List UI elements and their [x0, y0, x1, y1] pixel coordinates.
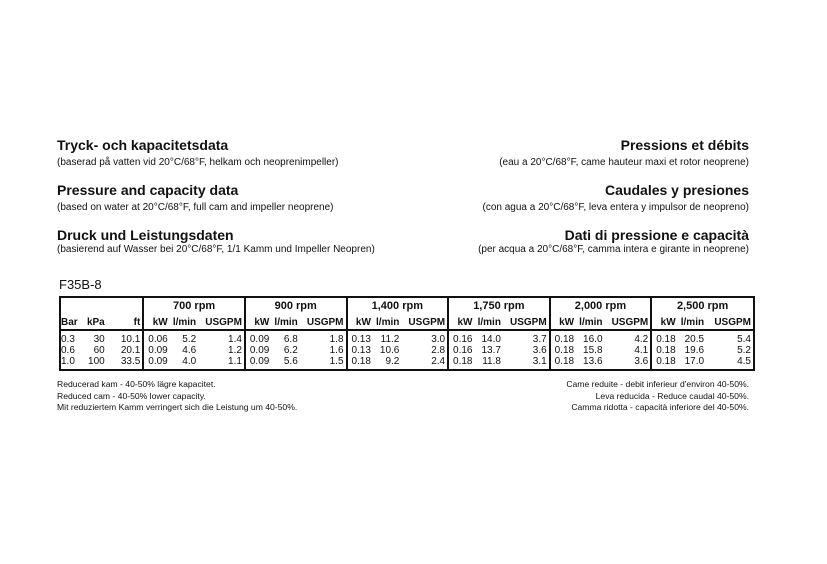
value-cell: 1.1 [228, 356, 242, 367]
value-cell: 5.2 [182, 334, 197, 345]
value-cell: 0.18 [651, 356, 677, 370]
unit-header: USGPM [706, 316, 753, 330]
heading-french: Pressions et débits [620, 137, 749, 153]
value-cell: 0.16 [448, 345, 474, 356]
unit-header: USGPM [503, 316, 550, 330]
value-cell: 4.2 [634, 334, 649, 345]
value-cell: 3.6 [532, 345, 547, 356]
rpm-header: 2,000 rpm [550, 296, 652, 316]
subheading-spanish: (con agua a 20°C/68°F, leva entera y impulsor de neopreno) [482, 202, 749, 213]
value-cell: 5.4 [737, 334, 751, 345]
value-cell: 0.18 [550, 356, 576, 370]
heading-italian: Dati di pressione e capacità [564, 227, 749, 243]
pressure-cell: 10.1 [120, 334, 141, 345]
value-cell: 17.0 [684, 356, 705, 367]
value-cell: 1.2 [228, 345, 242, 356]
unit-header: ft [107, 316, 144, 330]
rpm-header: 900 rpm [245, 296, 347, 316]
value-cell: 14.0 [481, 334, 501, 345]
heading-german: Druck und Leistungsdaten [57, 227, 234, 243]
unit-header: l/min [678, 316, 706, 330]
unit-header: Bar [59, 316, 81, 330]
unit-header: kW [651, 316, 677, 330]
value-cell: 0.18 [550, 345, 576, 356]
table-row [59, 356, 753, 370]
value-cell: 1.8 [329, 334, 344, 345]
value-cell: 5.6 [283, 356, 298, 367]
model-label: F35B-8 [59, 277, 102, 292]
heading-english: Pressure and capacity data [57, 182, 239, 198]
pressure-header-cell [59, 296, 143, 316]
pressure-cell: 100 [88, 356, 105, 367]
value-cell: 4.5 [737, 356, 751, 367]
footnote-german: Mit reduziertem Kamm verringert sich die Leistung um 40-50%. [57, 402, 298, 412]
performance-table [59, 296, 753, 370]
value-cell: 4.1 [634, 345, 649, 356]
unit-header: kW [143, 316, 169, 330]
value-cell: 0.13 [347, 345, 373, 356]
value-cell: 6.8 [283, 334, 298, 345]
value-cell: 19.6 [684, 345, 705, 356]
value-cell: 4.0 [182, 356, 197, 367]
rpm-header: 2,500 rpm [651, 296, 753, 316]
unit-header: kW [245, 316, 271, 330]
rpm-header: 1,750 rpm [448, 296, 550, 316]
value-cell: 0.18 [550, 330, 576, 345]
pressure-cell: 60 [93, 345, 105, 356]
value-cell: 10.6 [379, 345, 400, 356]
unit-header: l/min [170, 316, 198, 330]
subheading-french: (eau a 20°C/68°F, came hauteur maxi et rotor neoprene) [499, 157, 749, 168]
value-cell: 1.6 [329, 345, 344, 356]
subheading-italian: (per acqua a 20°C/68°F, camma intera e girante in neoprene) [478, 244, 749, 255]
value-cell: 1.4 [228, 334, 242, 345]
value-cell: 16.0 [583, 334, 603, 345]
value-cell: 4.6 [182, 345, 197, 356]
value-cell: 1.5 [329, 356, 344, 367]
table-row [59, 330, 753, 345]
footnote-french: Came reduite - debit inferieur d'environ 40-50%. [566, 379, 749, 389]
value-cell: 0.09 [143, 356, 169, 370]
unit-header: kW [550, 316, 576, 330]
rpm-header: 700 rpm [143, 296, 245, 316]
value-cell: 2.8 [431, 345, 446, 356]
footnote-swedish: Reducerad kam - 40-50% lägre kapacitet. [57, 379, 216, 389]
unit-header: USGPM [401, 316, 448, 330]
value-cell: 13.7 [481, 345, 501, 356]
value-cell: 0.18 [448, 356, 474, 370]
value-cell: 11.2 [380, 334, 400, 345]
pressure-cell: 30 [93, 334, 105, 345]
subheading-german: (basierend auf Wasser bei 20°C/68°F, 1/1 Kamm und Impeller Neopren) [57, 244, 375, 255]
subheading-swedish: (baserad på vatten vid 20°C/68°F, helkam och neoprenimpeller) [57, 157, 339, 168]
unit-header: USGPM [198, 316, 245, 330]
pressure-cell: 0.6 [61, 345, 75, 356]
unit-header: l/min [373, 316, 401, 330]
pressure-cell: 0.3 [61, 334, 75, 345]
value-cell: 0.09 [143, 345, 169, 356]
value-cell: 0.06 [143, 330, 169, 345]
value-cell: 3.6 [634, 356, 649, 367]
value-cell: 6.2 [283, 345, 298, 356]
pressure-cell: 1.0 [61, 356, 75, 367]
unit-header: USGPM [300, 316, 347, 330]
value-cell: 0.16 [448, 330, 474, 345]
value-cell: 3.7 [532, 334, 547, 345]
value-cell: 15.8 [583, 345, 603, 356]
footnote-english: Reduced cam - 40-50% lower capacity. [57, 391, 206, 401]
rpm-header: 1,400 rpm [347, 296, 449, 316]
value-cell: 3.0 [431, 334, 446, 345]
heading-swedish: Tryck- och kapacitetsdata [57, 137, 229, 153]
value-cell: 11.8 [482, 356, 501, 367]
unit-header: l/min [475, 316, 503, 330]
value-cell: 0.09 [245, 330, 271, 345]
value-cell: 2.4 [431, 356, 446, 367]
value-cell: 5.2 [737, 345, 751, 356]
value-cell: 0.09 [245, 356, 271, 370]
pressure-cell: 33.5 [120, 356, 141, 367]
unit-header: l/min [271, 316, 299, 330]
table-row [59, 345, 753, 356]
pressure-cell: 20.1 [120, 345, 141, 356]
value-cell: 0.18 [651, 330, 677, 345]
subheading-english: (based on water at 20°C/68°F, full cam and impeller neoprene) [57, 202, 334, 213]
heading-spanish: Caudales y presiones [605, 182, 749, 198]
value-cell: 13.6 [583, 356, 603, 367]
value-cell: 0.18 [651, 345, 677, 356]
value-cell: 3.1 [532, 356, 547, 367]
value-cell: 0.09 [245, 345, 271, 356]
unit-header: kW [448, 316, 474, 330]
value-cell: 20.5 [684, 334, 705, 345]
unit-header: kPa [81, 316, 106, 330]
unit-header-row [59, 316, 753, 330]
unit-header: USGPM [605, 316, 652, 330]
value-cell: 9.2 [385, 356, 400, 367]
rpm-header-row [59, 296, 753, 316]
footnote-spanish: Leva reducida - Reduce caudal 40-50%. [595, 391, 749, 401]
unit-header: kW [347, 316, 373, 330]
unit-header: l/min [576, 316, 604, 330]
value-cell: 0.13 [347, 330, 373, 345]
footnote-italian: Camma ridotta - capacità inferiore del 40-50%. [571, 402, 749, 412]
value-cell: 0.18 [347, 356, 373, 370]
